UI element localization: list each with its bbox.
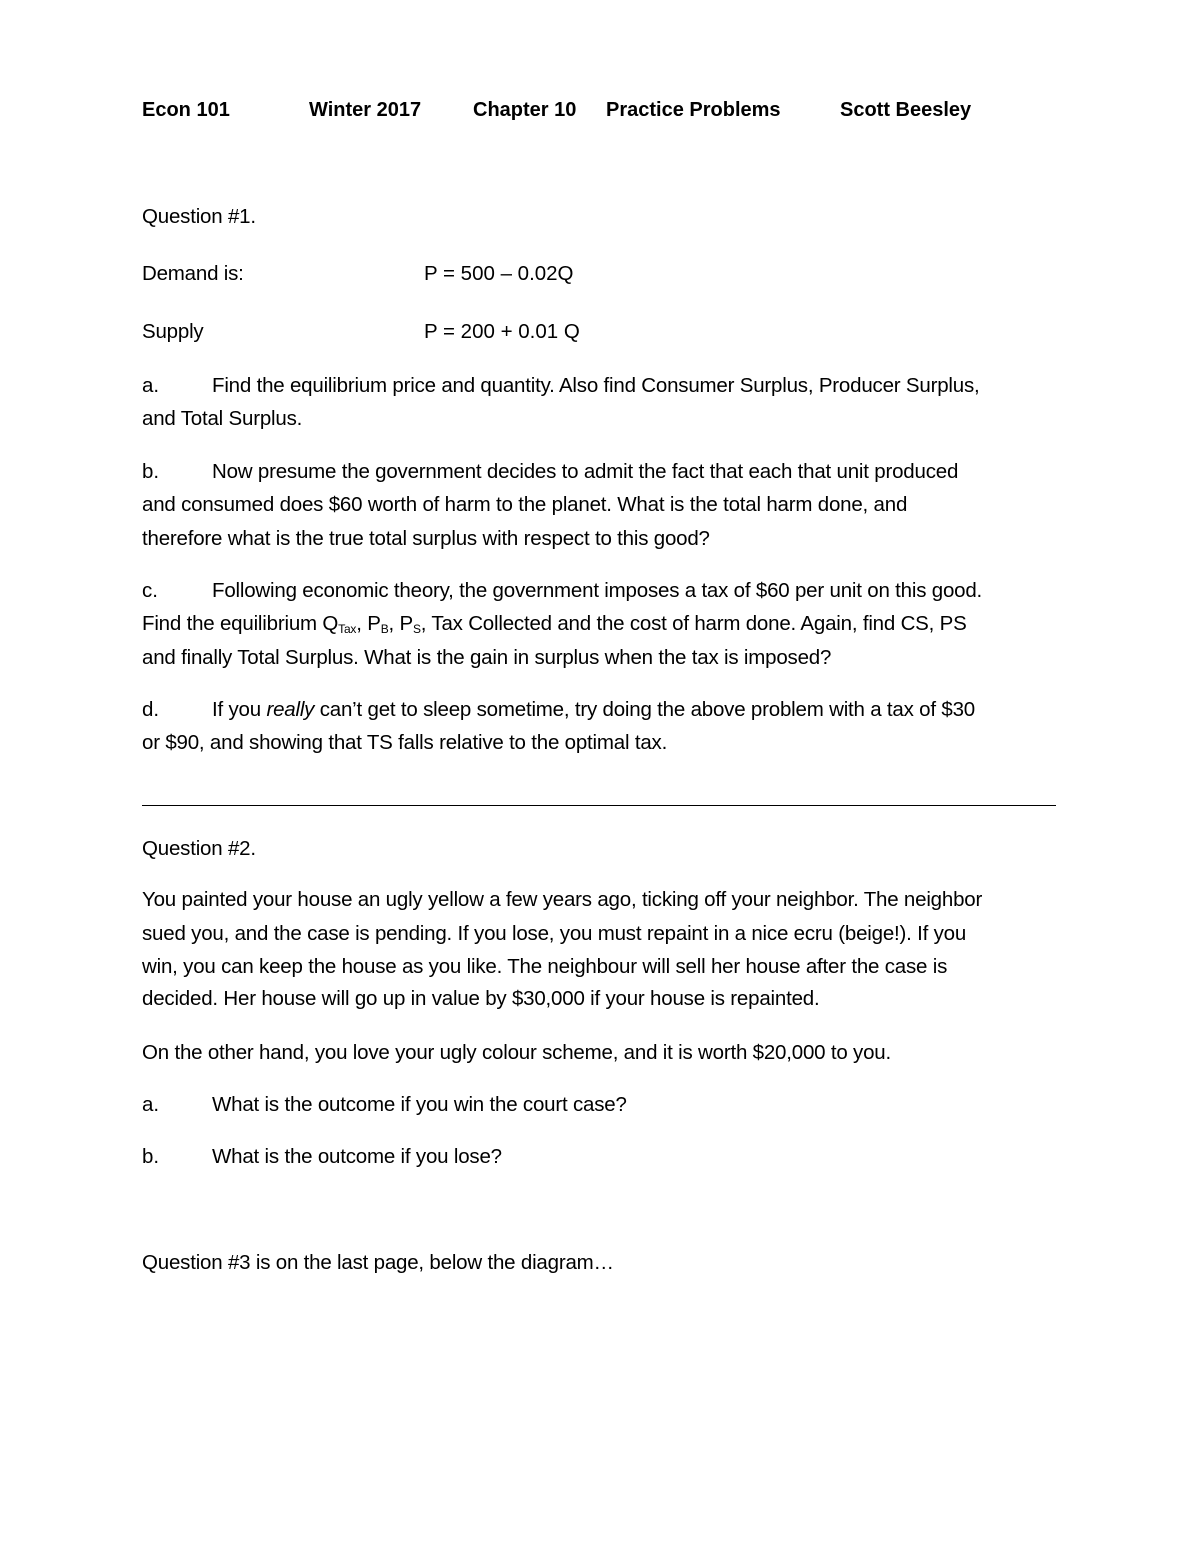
q1-part-c-line-2: Find the equilibrium $Q_{Tax}$, $P_B$, $P_S$, Tax Collected and the cost of harm done. Again, find CS, PS [142, 612, 967, 636]
q1-part-b-marker: b. [142, 460, 160, 483]
term: Winter 2017 [309, 99, 422, 121]
chapter: Chapter 10 [473, 99, 577, 121]
q1-part-d-marker: d. [142, 698, 160, 721]
q1-part-a-marker: a. [142, 374, 160, 397]
q2-paragraph-1-line-4: decided. Her house will go up in value by $30,000 if your house is repainted. [142, 987, 820, 1010]
section-divider [142, 805, 1056, 806]
q2-paragraph-2: On the other hand, you love your ugly colour scheme, and it is worth $20,000 to you. [142, 1041, 891, 1064]
demand-label: Demand is: [142, 262, 244, 285]
q2-part-a-marker: a. [142, 1093, 160, 1116]
question-2-heading: Question #2. [142, 837, 256, 860]
author: Scott Beesley [840, 99, 972, 121]
demand-equation: P = 500 – 0.02Q [424, 262, 574, 285]
supply-label: Supply [142, 320, 204, 343]
q1-part-a-line-1: Find the equilibrium price and quantity. Also find Consumer Surplus, Producer Surplus, [212, 374, 980, 397]
q1-part-b-line-2: and consumed does $60 worth of harm to the planet. What is the total harm done, and [142, 493, 908, 516]
q1-part-b-line-1: Now presume the government decides to admit the fact that each that unit produced [212, 460, 959, 483]
q1-part-c-line-1: Following economic theory, the government imposes a tax of $60 per unit on this good. [212, 579, 983, 602]
supply-equation: P = 200 + 0.01 Q [424, 320, 580, 343]
q1-part-d-line-2: or $90, and showing that TS falls relative to the optimal tax. [142, 731, 668, 754]
q2-part-a-text: What is the outcome if you win the court case? [212, 1093, 627, 1116]
q1-part-c-marker: c. [142, 579, 158, 602]
q2-part-b-text: What is the outcome if you lose? [212, 1145, 502, 1168]
q2-paragraph-1-line-3: win, you can keep the house as you like. The neighbour will sell her house after the case is [142, 955, 948, 978]
q2-paragraph-1-line-2: sued you, and the case is pending. If you lose, you must repaint in a nice ecru (beige!). If you [142, 922, 967, 945]
q1-part-a-line-2: and Total Surplus. [142, 407, 303, 430]
course-name: Econ 101 [142, 99, 230, 121]
q2-part-b-marker: b. [142, 1145, 160, 1168]
q2-paragraph-1-line-1: You painted your house an ugly yellow a few years ago, ticking off your neighbor. The neighbor [142, 888, 983, 911]
question-1-heading: Question #1. [142, 205, 256, 228]
question-3-note: Question #3 is on the last page, below the diagram… [142, 1251, 614, 1274]
document-title: Practice Problems [606, 99, 781, 121]
q1-part-b-line-3: therefore what is the true total surplus with respect to this good? [142, 527, 710, 550]
q1-part-c-line-3: and finally Total Surplus. What is the gain in surplus when the tax is imposed? [142, 646, 832, 669]
q1-part-d-line-1: If you really can’t get to sleep sometime, try doing the above problem with a tax of $30 [212, 698, 975, 721]
